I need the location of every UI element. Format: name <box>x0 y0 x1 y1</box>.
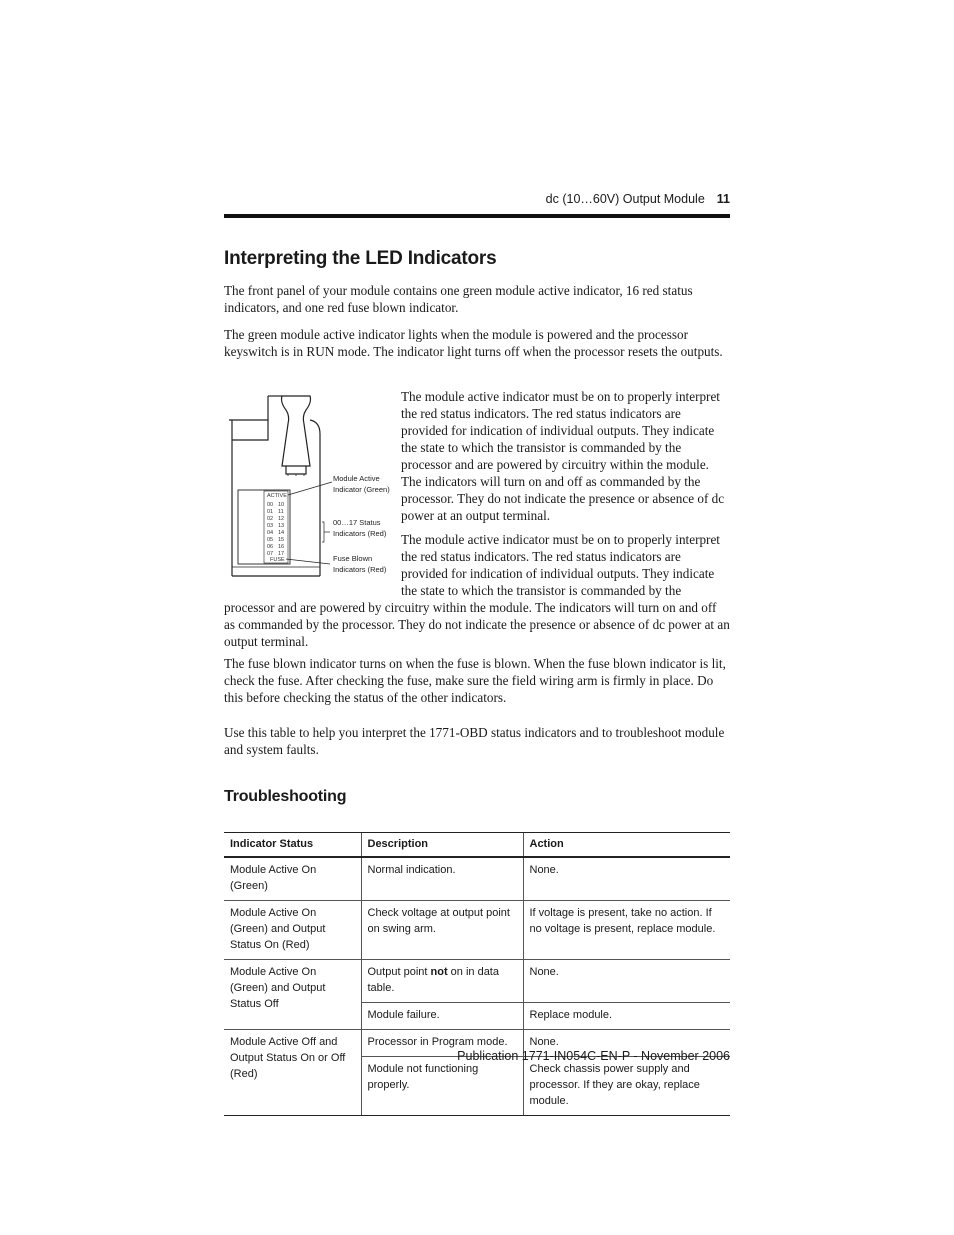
paragraph-status-indicators-repeat-cont: processor and are powered by circuitry within the module. The indicators will turn on and off as commanded by the processor. They do not indicate the presence or absence of dc power at an output terminal. <box>224 600 730 649</box>
led-14: 14 <box>278 530 285 536</box>
led-17: 17 <box>278 551 285 557</box>
cell-action: None. <box>523 1030 730 1057</box>
led-00: 00 <box>267 502 274 508</box>
cell-action: None. <box>523 857 730 901</box>
troubleshooting-table <box>224 832 730 1116</box>
header-action: Action <box>523 833 730 858</box>
running-header <box>224 192 730 210</box>
paragraph-fuse-blown: The fuse blown indicator turns on when the fuse is blown. When the fuse blown indicator is lit, check the fuse. After checking the fuse, make sure the field wiring arm is firmly in place. Do this before checking the status of the other indicators. <box>224 656 726 705</box>
cell-description: Normal indication. <box>361 857 523 901</box>
header-rule <box>224 214 730 218</box>
led-03: 03 <box>267 523 274 529</box>
led-10: 10 <box>278 502 285 508</box>
section-title-led-indicators: Interpreting the LED Indicators <box>224 248 497 269</box>
led-07: 07 <box>267 551 274 557</box>
led-label-fuse: FUSE <box>270 557 285 563</box>
led-15: 15 <box>278 537 285 543</box>
cell-action: Check chassis power supply and processor. If they are okay, replace module. <box>523 1057 730 1116</box>
cell-status: Module Active On (Green) and Output Status Off <box>224 960 361 1030</box>
led-label-active: ACTIVE <box>267 493 287 499</box>
table-header-row <box>224 833 730 858</box>
led-05: 05 <box>267 537 274 543</box>
led-13: 13 <box>278 523 285 529</box>
cell-status: Module Active On (Green) and Output Status On (Red) <box>224 901 361 960</box>
cell-description: Module not functioning properly. <box>361 1057 523 1116</box>
paragraph-front-panel: The front panel of your module contains one green module active indicator, 16 red status indicators, and one red fuse blown indicator. <box>224 283 693 315</box>
cell-action: None. <box>523 960 730 1003</box>
cell-description: Check voltage at output point on swing arm. <box>361 901 523 960</box>
cell-status: Module Active On (Green) <box>224 857 361 901</box>
table-row <box>224 901 730 960</box>
table-row <box>224 960 730 1003</box>
page-number: 11 <box>716 192 730 206</box>
led-11: 11 <box>278 509 284 515</box>
led-left-column <box>267 502 273 557</box>
callout-fuse-blown: Fuse Blown Indicators (Red) <box>333 554 387 574</box>
led-01: 01 <box>267 509 274 515</box>
header-description: Description <box>361 833 523 858</box>
cell-action: If voltage is present, take no action. If no voltage is present, replace module. <box>523 901 730 960</box>
cell-description: Processor in Program mode. <box>361 1030 523 1057</box>
publication-footer: Publication 1771-IN054C-EN-P - November 2006 <box>457 1049 730 1063</box>
led-04: 04 <box>267 530 274 536</box>
paragraph-status-indicators: The module active indicator must be on to properly interpret the red status indicators. The red status indicators are provided for indication of individual outputs. They indicate the state to which the transistor is commanded by the processor and are powered by circuitry within the module. The indicators will turn on and off as commanded by the processor. They do not indicate the presence or absence of dc power at an output terminal. <box>401 389 725 523</box>
callout-module-active: Module Active Indicator (Green) <box>333 474 390 494</box>
led-02: 02 <box>267 516 274 522</box>
header-indicator-status: Indicator Status <box>224 833 361 858</box>
led-12: 12 <box>278 516 285 522</box>
led-16: 16 <box>278 544 285 550</box>
cell-description: Module failure. <box>361 1003 523 1030</box>
paragraph-green-indicator: The green module active indicator lights when the module is powered and the processor keyswitch is in RUN mode. The indicator light turns off when the processor resets the outputs. <box>224 327 723 359</box>
callout-status-indicators: 00…17 Status Indicators (Red) <box>333 518 387 538</box>
section-title-troubleshooting: Troubleshooting <box>224 788 347 805</box>
running-title: dc (10…60V) Output Module <box>545 192 705 206</box>
cell-description: Output point not on in data table. <box>361 960 523 1003</box>
paragraph-table-intro: Use this table to help you interpret the 1771-OBD status indicators and to troubleshoot module and system faults. <box>224 725 725 757</box>
led-right-column <box>278 502 284 557</box>
paragraph-status-indicators-repeat: The module active indicator must be on to properly interpret the red status indicators. The red status indicators are provided for indication of individual outputs. They indicate the state to which the transistor is commanded by the <box>401 532 720 598</box>
led-06: 06 <box>267 544 274 550</box>
cell-status: Module Active Off and Output Status On or Off (Red) <box>224 1030 361 1116</box>
table-row <box>224 857 730 901</box>
cell-action: Replace module. <box>523 1003 730 1030</box>
